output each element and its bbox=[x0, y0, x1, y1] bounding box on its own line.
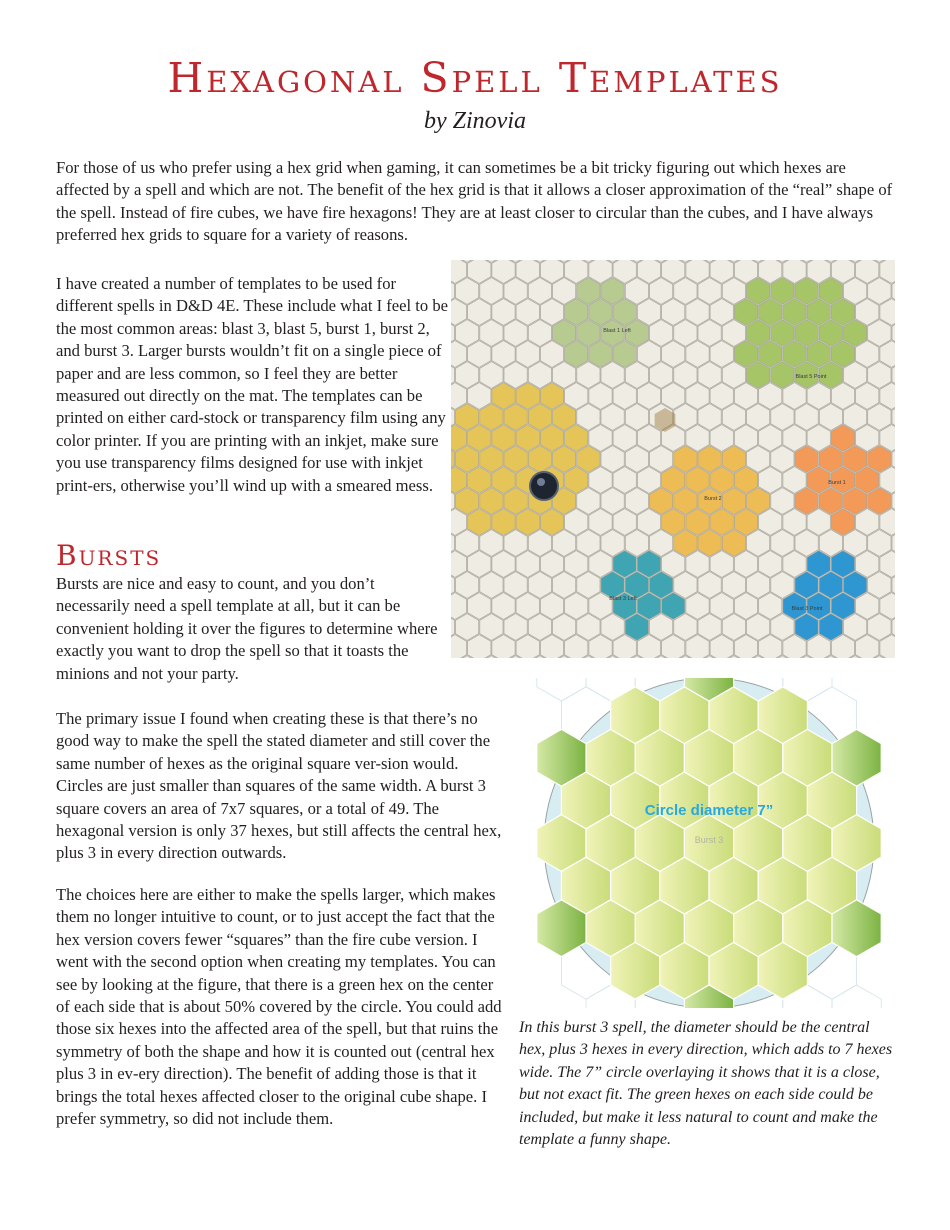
burst-3-figure bbox=[520, 678, 898, 1008]
background-hex bbox=[832, 985, 881, 1008]
bursts-heading: Bursts bbox=[56, 539, 162, 572]
byline: by Zinovia bbox=[424, 108, 526, 134]
miniature-figure-highlight bbox=[537, 478, 545, 486]
choices-paragraph: The choices here are either to make the spells larger, which makes them no longer intuitive to count, or to just accept the fact that the hex version covers fewer “squares” than the fire cube version. I went with the second option when creating my templates. You can see by looking at the figure, that there is a green hex on the center of each side that is about 50% covered by the circle. You could add those six hexes into the affected area of the spell, but that ruins the symmetry of both the shape and how it is counted out (central hex plus 3 in ev-ery direction). The benefit of adding those is that it brings the total hexes affected closer to the original cube shape. I prefer symmetry, so did not include them. bbox=[56, 885, 502, 1129]
background-hex bbox=[537, 678, 586, 701]
miniature-figure bbox=[530, 472, 558, 500]
template-label-blast1-left: Blast 1 Left bbox=[603, 328, 631, 334]
burst-label: Burst 3 bbox=[694, 835, 724, 845]
bursts-paragraph: Bursts are nice and easy to count, and you don’t necessarily need a spell template at all, but it can be convenient holding it over the figures to determine where exactly you want to drop the spell so that it toasts the minions and not your party. bbox=[56, 574, 438, 683]
page-title: Hexagonal Spell Templates bbox=[167, 54, 783, 102]
template-label-blast3-point: Blast 3 Point bbox=[791, 606, 823, 612]
intro-paragraph: For those of us who prefer using a hex grid when gaming, it can sometimes be a bit tricky figuring out which hexes are affected by a spell and which are not. The benefit of the hex grid is that it allows a closer approximation of the “real” shape of the spell. Instead of fire cubes, we have fire hexagons! They are at least closer to circular than the cubes, and I have always preferred hex grids to square for a variety of reasons. bbox=[56, 158, 893, 245]
hex-templates-photo bbox=[451, 260, 895, 658]
figure-caption: In this burst 3 spell, the diameter should be the central hex, plus 3 hexes in every direction, which adds to 7 hexes wide. The 7” circle overlaying it shows that it is a close, but not exact fit. The green hexes on each side could be included, but make it less natural to count and make the template a funny shape. bbox=[519, 1019, 893, 1149]
template-label-burst1: Burst 1 bbox=[828, 480, 846, 486]
issue-paragraph: The primary issue I found when creating these is that there’s no good way to make the spell the stated diameter and still cover the same number of hexes as the original square ver-sion would. Circles are just smaller than squares of the same width. A burst 3 square covers an area of 7x7 squares, or a total of 49. The hexagonal version is only 37 hexes, but still affects the central hex, plus 3 in every direction outwards. bbox=[56, 709, 502, 863]
circle-diameter-label: Circle diameter 7” bbox=[644, 802, 774, 819]
template-label-blast5-point: Blast 5 Point bbox=[795, 374, 827, 380]
template-label-blast3-left: Blast 3 Left bbox=[609, 596, 637, 602]
templates-paragraph: I have created a number of templates to be used for different spells in D&D 4E. These include what I feel to be the most common areas: blast 3, blast 5, burst 1, burst 2, and burst 3. Larger bursts wouldn’t fit on a single piece of paper and are less common, so I feel they are better measured out directly on the mat. The templates can be printed on either card-stock or transparency film using any color printer. If you are printing with an inkjet, make sure you use transparency films designed for use with inkjet print-ers, otherwise you’ll wind up with a smeared mess. bbox=[56, 274, 448, 495]
template-label-burst2: Burst 2 bbox=[704, 496, 722, 502]
